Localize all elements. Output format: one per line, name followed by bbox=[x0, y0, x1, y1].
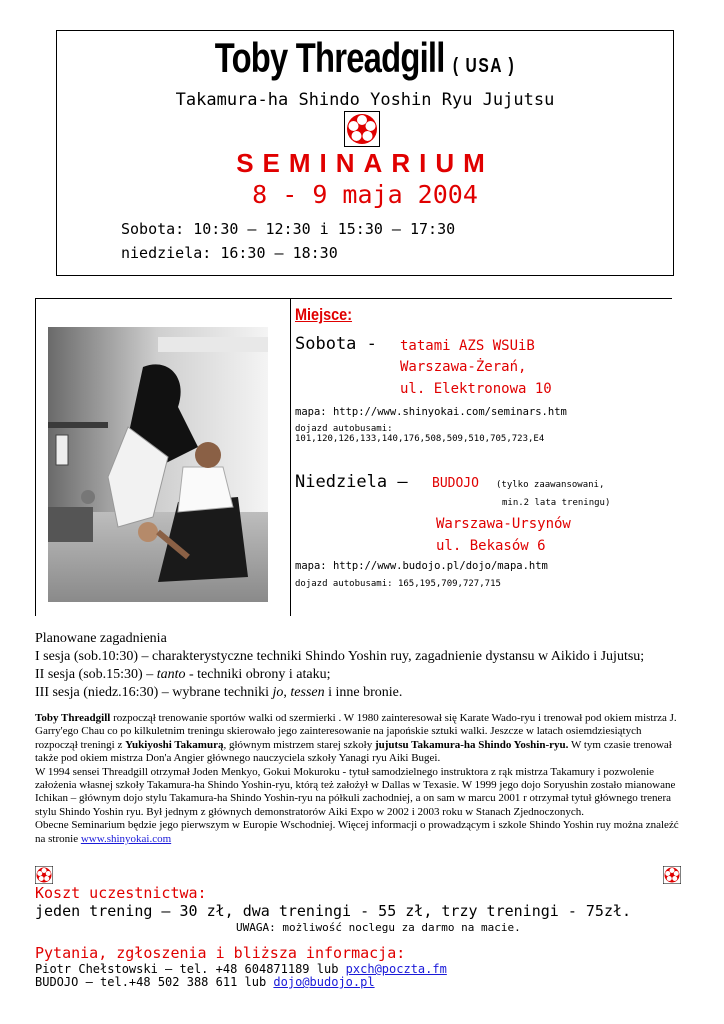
saturday-map-url[interactable]: http://www.shinyokai.com/seminars.htm bbox=[332, 406, 567, 418]
schedule-sunday: niedziela: 16:30 – 18:30 bbox=[121, 244, 338, 262]
training-photo bbox=[48, 327, 268, 602]
sunday-venue-street: ul. Bekasów 6 bbox=[436, 538, 546, 554]
topics-heading: Planowane zagadnienia bbox=[35, 631, 167, 646]
style-name: Takamura-ha Shindo Yoshin Ryu Jujutsu bbox=[175, 90, 555, 110]
school-mon-logo bbox=[344, 111, 380, 147]
place-section-top-rule bbox=[35, 298, 672, 299]
saturday-map bbox=[295, 406, 567, 418]
bio-name: Toby Threadgill bbox=[35, 712, 111, 724]
session-2: II sesja (sob.15:30) – tanto - techniki obrony i ataku; bbox=[35, 667, 331, 682]
sunday-note-2: min.2 lata treningu) bbox=[502, 498, 611, 508]
topics-section bbox=[35, 630, 695, 702]
fee-heading: Koszt uczestnictwa: bbox=[35, 884, 207, 902]
school-mon-logo-small-left bbox=[35, 866, 53, 884]
map-label: mapa: bbox=[295, 406, 327, 418]
shinyokai-link[interactable]: www.shinyokai.com bbox=[80, 832, 172, 845]
sunday-label: Niedziela – bbox=[295, 472, 408, 492]
saturday-venue-city: Warszawa-Żerań, bbox=[400, 359, 527, 375]
country-label: ( USA ) bbox=[452, 55, 516, 77]
fee-note: UWAGA: możliwość noclegu za darmo na macie. bbox=[236, 921, 521, 934]
saturday-bus-label: dojazd autobusami: bbox=[295, 424, 393, 434]
sunday-note-1: (tylko zaawansowani, bbox=[496, 480, 605, 490]
saturday-label: Sobota - bbox=[295, 334, 377, 354]
fee-text: jeden trening – 30 zł, dwa treningi - 55 zł, trzy treningi - 75zł. bbox=[35, 902, 632, 920]
sunday-venue-city: Warszawa-Ursynów bbox=[436, 516, 571, 532]
instructor-name: Toby Threadgill ( USA ) bbox=[214, 34, 516, 81]
contact-heading: Pytania, zgłoszenia i bliższa informacja: bbox=[35, 944, 406, 962]
email-link-pxch[interactable]: pxch@poczta.fm bbox=[345, 962, 447, 976]
sunday-venue-name: BUDOJO bbox=[432, 476, 479, 491]
sunday-map-url[interactable]: http://www.budojo.pl/dojo/mapa.htm bbox=[332, 560, 548, 572]
instructor-bio: Toby Threadgill rozpoczął trenowanie sportów walki od szermierki . W 1980 zainteresował się Karate Wado-ryu i trenował pod okiem mistrza J. Garry'ego Chau co po kilkuletnim treningu skierowało jego zainteresowanie na japońskie sztuki walki. Jeszcze w latach osiemdziesiątych rozpoczął treningi z Yukiyoshi Takamurą, głównym mistrzem starej szkoły jujutsu Takamura-ha Shindo Yoshin-ryu. W tym czasie trenował także pod okiem mistrza Don'a Angier głównego nauczyciela szkoły Yanagi ryu Aiki Bugei. W 1994 sensei Threadgill otrzymał Joden Menkyo, Gokui Mokuroku - tytuł samodzielnego instruktora z rąk mistrza Takamury i pozwolenie założenia własnej szkoły Takamura-ha Shindo Yoshin-ryu, którą też założył w Dallas w Texasie. W 1999 jego dojo Soryushin zostało mianowane Ichikan – głównym dojo stylu Takamura-ha Shindo Yoshin-ryu na półkuli zachodniej, a on sam w marcu 2001 r otrzymał tytuł głównego trenera stylu Shindo Yoshin ryu. Był jednym z głównych demonstratorów Aiki Expo w 2002 i 2003 roku w Stanach Zjednoczonych. Obecne Seminarium będzie jego pierwszym w Europie Wschodniej. Więcej informacji o prowadzącym i szkole Shindo Yoshin ruy można znaleźć na stronie www.shinyokai.com bbox=[35, 712, 679, 845]
place-section-left-rule bbox=[35, 298, 36, 616]
place-heading: Miejsce: bbox=[295, 305, 353, 324]
map-label: mapa: bbox=[295, 560, 327, 572]
contact-line-2: BUDOJO – tel.+48 502 388 611 lub dojo@budojo.pl bbox=[35, 975, 375, 989]
sunday-map bbox=[295, 560, 548, 572]
schedule-saturday: Sobota: 10:30 – 12:30 i 15:30 – 17:30 bbox=[121, 220, 456, 238]
session-1: I sesja (sob.10:30) – charakterystyczne techniki Shindo Yoshin ruy, zagadnienie dystansu w Aikido i Jujutsu; bbox=[35, 649, 645, 664]
session-3: III sesja (niedz.16:30) – wybrane techniki jo, tessen i inne bronie. bbox=[35, 685, 403, 700]
seminar-heading: SEMINARIUM bbox=[236, 148, 494, 178]
saturday-bus-lines: 101,120,126,133,140,176,508,509,510,705,723,E4 bbox=[295, 434, 545, 444]
school-mon-logo-small-right bbox=[663, 866, 681, 884]
seminar-dates: 8 - 9 maja 2004 bbox=[252, 180, 478, 209]
place-section-divider bbox=[290, 298, 291, 616]
saturday-venue-street: ul. Elektronowa 10 bbox=[400, 381, 552, 397]
email-link-budojo[interactable]: dojo@budojo.pl bbox=[273, 975, 375, 989]
saturday-venue-name: tatami AZS WSUiB bbox=[400, 338, 535, 354]
contact-line-1: Piotr Chełstowski – tel. +48 604871189 lub pxch@poczta.fm bbox=[35, 962, 447, 976]
sunday-bus-info: dojazd autobusami: 165,195,709,727,715 bbox=[295, 579, 501, 589]
